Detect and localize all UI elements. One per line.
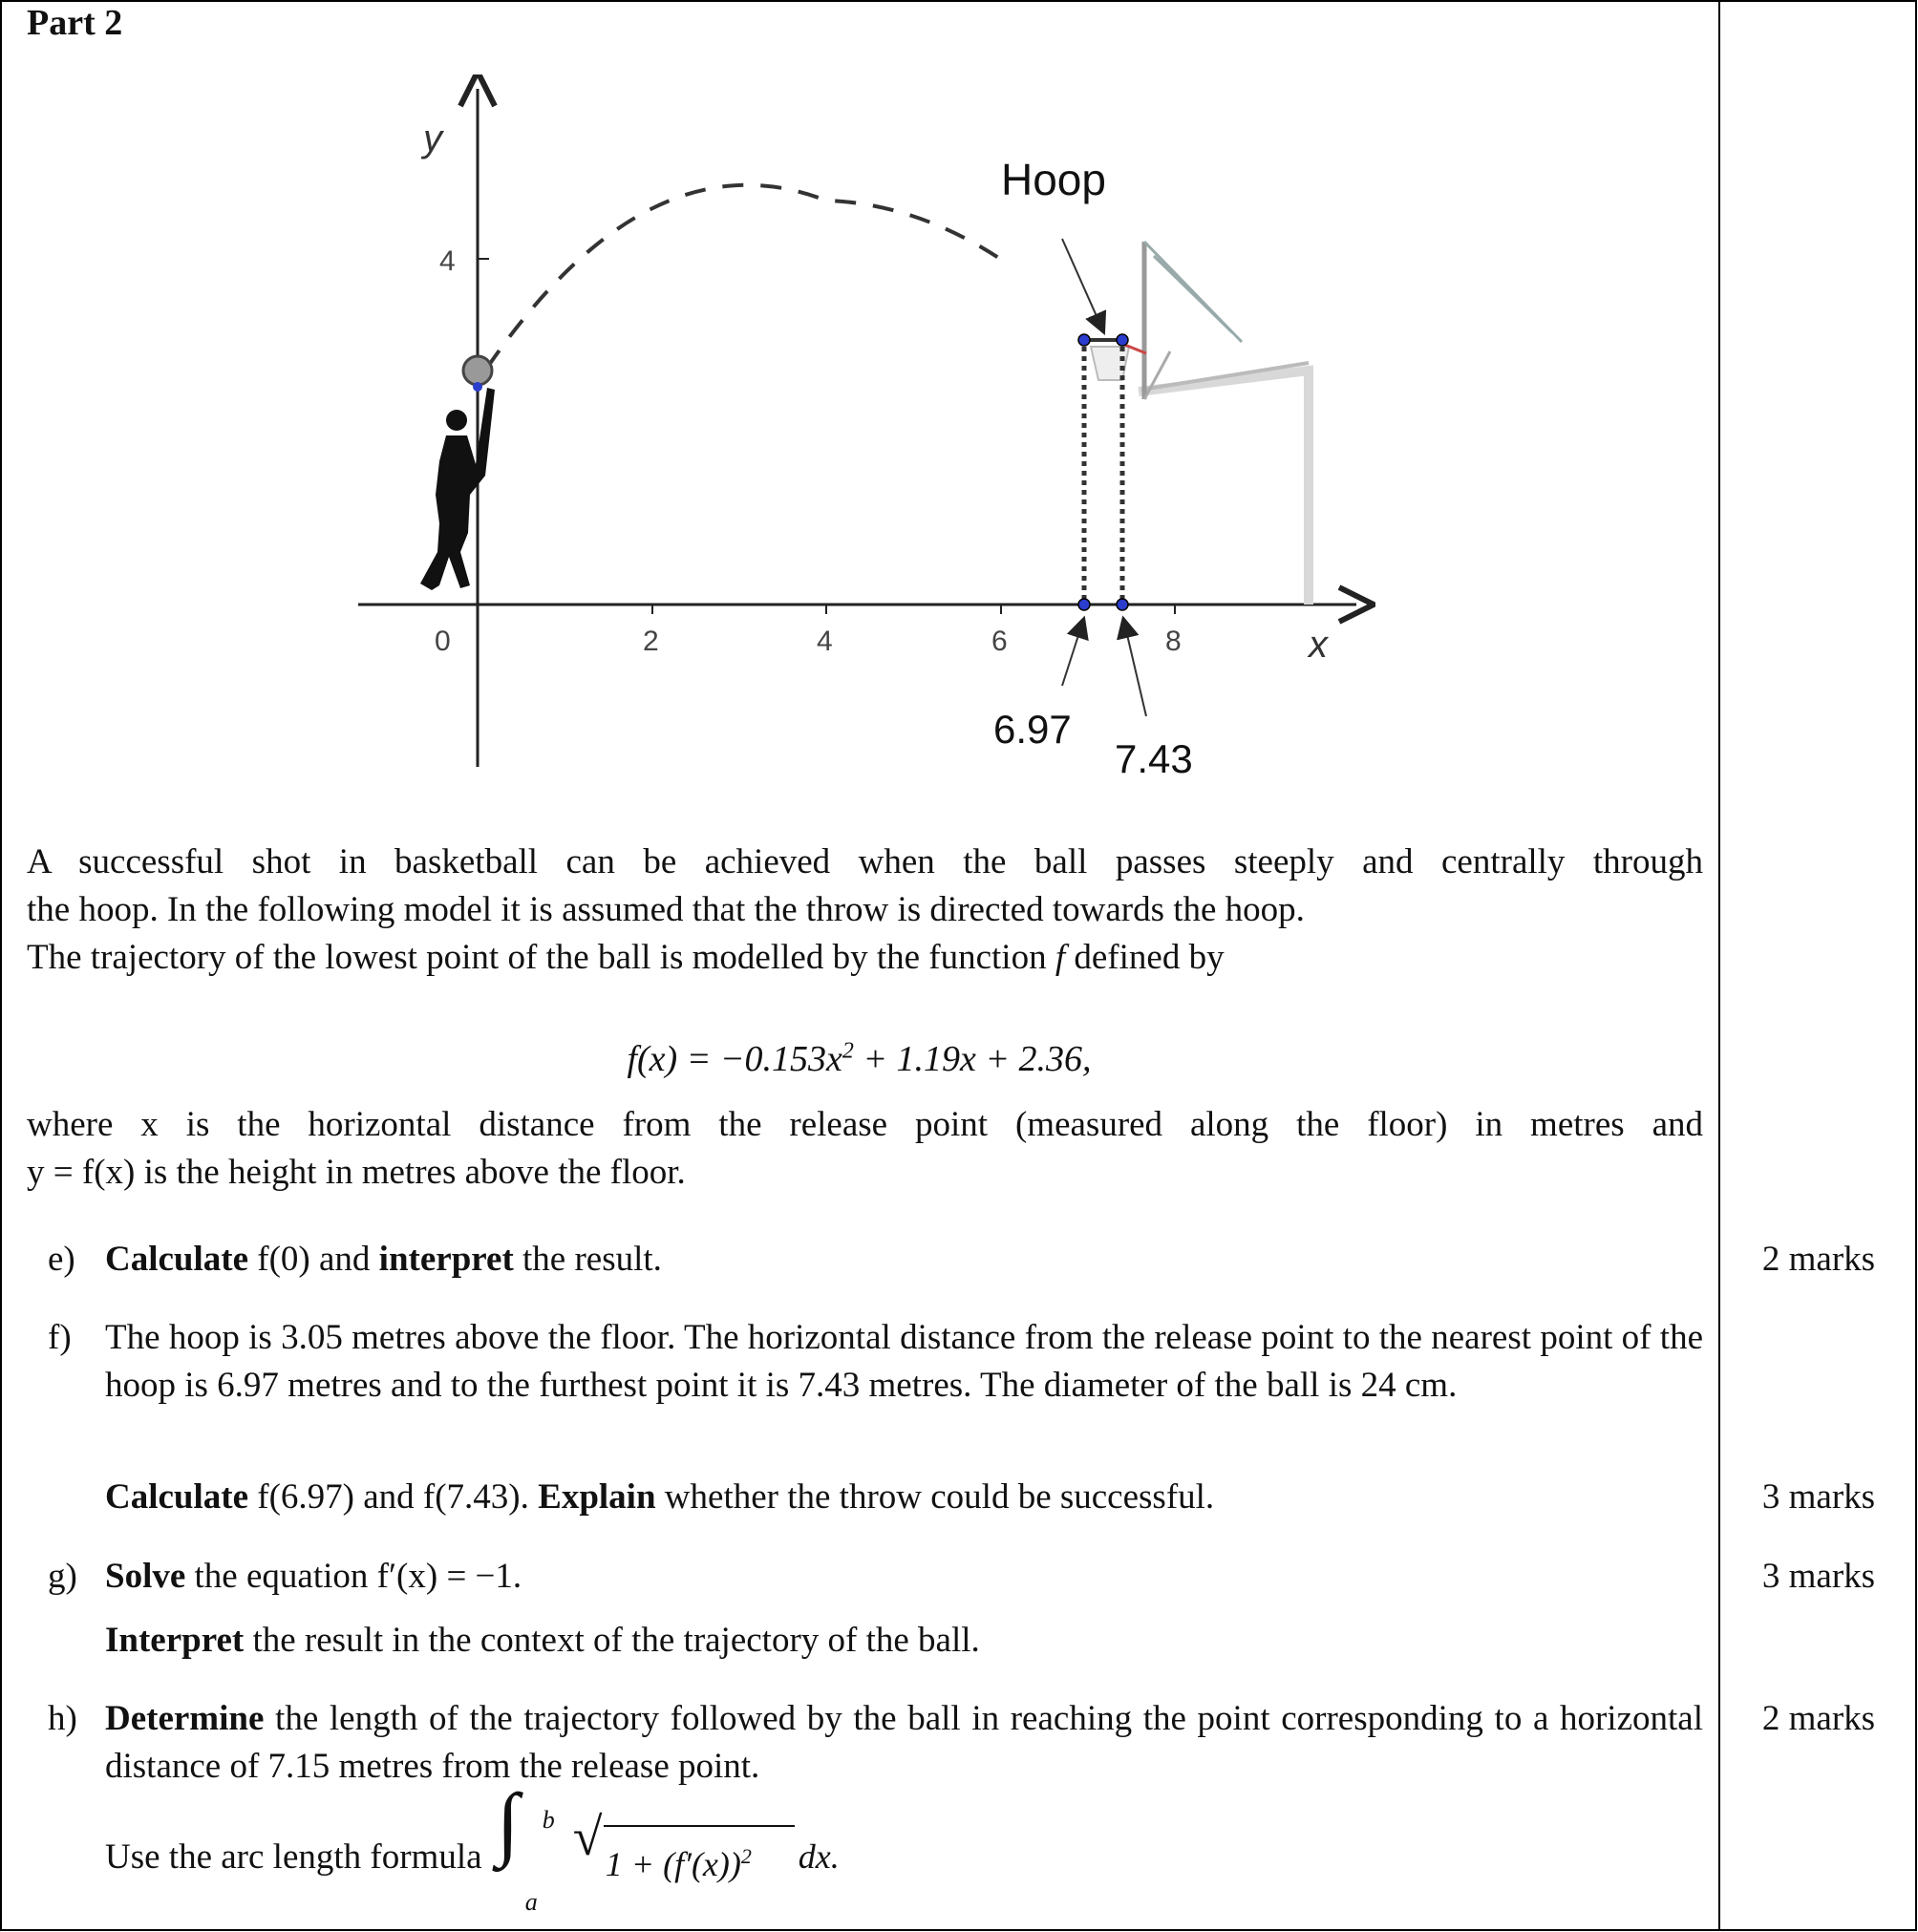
question-f-paragraph: The hoop is 3.05 metres above the floor. The horizontal distance from the release point to the nearest point of the hoop is 6.97 metres and to the furthest point it is 7.43 metres. The diameter of the ball is 24 cm.	[105, 1318, 1703, 1405]
far-arrow	[1125, 626, 1146, 716]
question-f-task: Calculate f(6.97) and f(7.43). Explain whether the throw could be successful.	[105, 1477, 1215, 1517]
y-tick-4: 4	[439, 245, 456, 277]
question-g-marks: 3 marks	[1761, 1557, 1876, 1596]
arc-length-integral	[496, 1776, 898, 1916]
sqrt-sign: √	[572, 1808, 603, 1867]
arc-length-formula-line: Use the arc length formula ∫ b a √ $1 + (f'(x))^2$ dx.	[27, 1810, 1703, 1915]
intro-line-3: The trajectory of the lowest point of the ball is modelled by the function f defined by	[27, 938, 1225, 977]
integral-upper-limit: b	[542, 1806, 555, 1834]
hoop-net	[1091, 347, 1129, 380]
question-g-label: g)	[48, 1557, 77, 1596]
intro-line-2: the hoop. In the following model it is assumed that the throw is directed towards the hoop.	[27, 890, 1305, 929]
function-f: f	[1055, 938, 1066, 977]
question-g: g) Solve the equation f′(x) = −1.	[27, 1553, 1703, 1601]
hoop-arrow	[1062, 239, 1100, 325]
where-paragraph	[27, 1101, 1703, 1197]
question-f-marks: 3 marks	[1761, 1477, 1876, 1517]
question-e-marks: 2 marks	[1761, 1240, 1876, 1279]
question-f-label: f)	[48, 1318, 72, 1357]
integral-sign: ∫	[496, 1776, 520, 1868]
backboard-stand	[1139, 242, 1309, 605]
sqrt-overline	[604, 1825, 795, 1827]
player-silhouette	[420, 388, 495, 590]
where-line-2: y = f(x) is the height in metres above the floor.	[27, 1153, 686, 1192]
integral-lower-limit: a	[524, 1888, 538, 1916]
differential: dx.	[798, 1837, 840, 1876]
question-f	[27, 1314, 1703, 1410]
basketball-figure	[344, 74, 1375, 791]
question-h-label: h)	[48, 1699, 77, 1738]
intro-line-1: A successful shot in basketball can be achieved when the ball passes steeply and centrally through	[27, 842, 1703, 881]
x-tick-8: 8	[1165, 626, 1182, 657]
y-axis-label: y	[423, 117, 442, 159]
x-axis-label: x	[1309, 624, 1328, 666]
question-h: h) Determine the length of the trajectory followed by the ball in reaching the point corresponding to a horizontal distance of 7.15 metres from the release point.	[27, 1695, 1703, 1791]
question-h-marks: 2 marks	[1761, 1699, 1876, 1738]
ball	[463, 356, 492, 385]
x-tick-6: 6	[991, 626, 1008, 657]
hoop-label: Hoop	[1001, 155, 1106, 204]
trajectory-curve	[487, 185, 1003, 368]
x-tick-2: 2	[643, 626, 659, 657]
marks-column-divider	[1718, 0, 1720, 1931]
question-e: e) Calculate f(0) and interpret the result.	[27, 1236, 1703, 1284]
far-distance-label: 7.43	[1115, 736, 1193, 781]
function-formula: $f(x) = -0.153x^2 + 1.19x + 2.36$,	[627, 1038, 1092, 1079]
where-line-1: where x is the horizontal distance from the release point (measured along the floor) in metres and	[27, 1105, 1703, 1144]
intro-paragraph	[27, 839, 1703, 982]
x-tick-4: 4	[817, 626, 833, 657]
question-g-interpret: Interpret the result in the context of the trajectory of the ball.	[105, 1621, 980, 1660]
near-distance-label: 6.97	[993, 707, 1072, 752]
integrand: $1 + (f'(x))^2$	[605, 1844, 752, 1883]
x-tick-0: 0	[435, 626, 451, 657]
part-title: Part 2	[27, 3, 123, 43]
near-arrow	[1062, 626, 1081, 686]
question-e-label: e)	[48, 1240, 75, 1279]
